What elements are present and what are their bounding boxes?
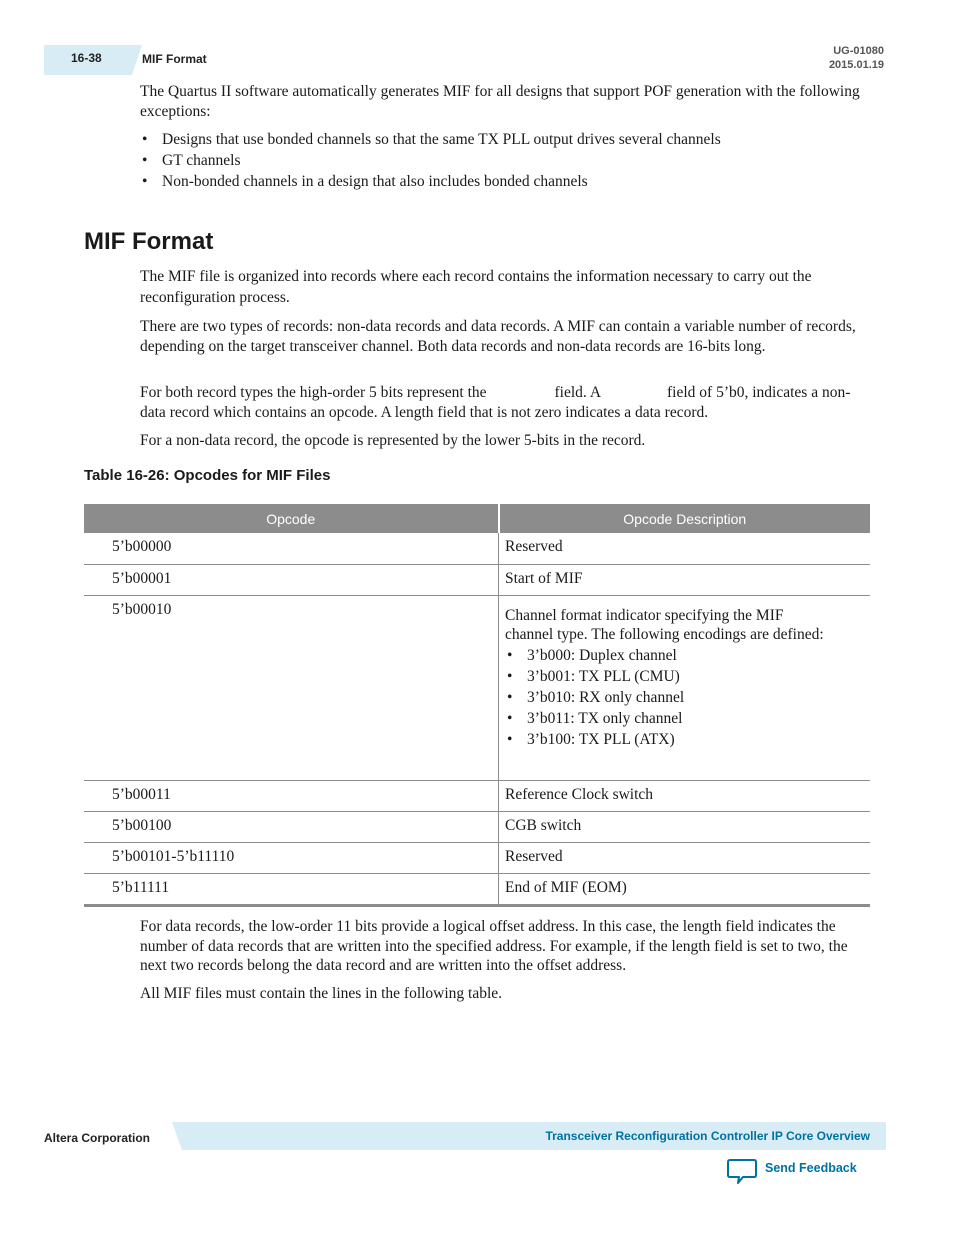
table-row	[84, 533, 870, 564]
para3-part-c: field of 5’b0, indicates a non-data record which contains an opcode. A length field that is not zero indicates a data record.	[140, 384, 851, 421]
description-cell: Start of MIF	[499, 564, 871, 595]
table-row	[84, 811, 870, 842]
table-row	[84, 780, 870, 811]
list-item: • GT channels	[140, 150, 872, 171]
footer-doc-title[interactable]: Transceiver Reconfiguration Controller IP Core Overview	[545, 1129, 870, 1143]
section-paragraph-4: For a non-data record, the opcode is represented by the lower 5-bits in the record.	[140, 432, 646, 449]
list-item: • 3’b001: TX PLL (CMU)	[505, 666, 864, 687]
doc-date: 2015.01.19	[828, 59, 884, 71]
doc-id: UG-01080	[833, 45, 884, 57]
table-row	[84, 564, 870, 595]
opcode-cell: 5’b00100	[84, 811, 499, 842]
opcode-cell: 5’b00010	[84, 595, 499, 780]
opcode-cell: 5’b00000	[84, 533, 499, 564]
intro-paragraph: The Quartus II software automatically generates MIF for all designs that support POF generation with the following exceptions:	[140, 83, 860, 120]
description-cell: Reserved	[499, 533, 871, 564]
description-cell	[499, 595, 871, 780]
column-header-opcode: Opcode	[84, 504, 499, 533]
running-title: MIF Format	[142, 52, 207, 66]
table-header-row	[84, 504, 870, 533]
opcode-cell: 5’b11111	[84, 873, 499, 905]
description-cell: Reference Clock switch	[499, 780, 871, 811]
table-row	[84, 873, 870, 905]
para3-part-b: field. A	[554, 384, 602, 401]
section-paragraph-2: There are two types of records: non-data records and data records. A MIF can contain a variable number of records, depending on the target transceiver channel. Both data records and non-data records are 16-bits long.	[140, 318, 856, 355]
description-cell: Reserved	[499, 842, 871, 873]
footer-company: Altera Corporation	[44, 1131, 151, 1145]
list-item: • 3’b011: TX only channel	[505, 708, 864, 729]
description-cell: End of MIF (EOM)	[499, 873, 871, 905]
description-cell: CGB switch	[499, 811, 871, 842]
para3-part-a: For both record types the high-order 5 bits represent the	[140, 384, 487, 401]
section-heading: MIF Format	[84, 228, 214, 255]
opcode-cell: 5’b00101-5’b11110	[84, 842, 499, 873]
list-item: • 3’b000: Duplex channel	[505, 645, 864, 666]
encodings-list	[505, 645, 864, 750]
exceptions-list	[140, 129, 872, 192]
doc-id-block	[829, 44, 884, 72]
page-number: 16-38	[71, 51, 102, 65]
opcode-cell: 5’b00011	[84, 780, 499, 811]
opcode-cell: 5’b00001	[84, 564, 499, 595]
opcodes-table	[84, 504, 870, 907]
section-paragraph-1: The MIF file is organized into records where each record contains the information necessary to carry out the reconfiguration process.	[140, 268, 812, 306]
table-row	[84, 595, 870, 780]
description-intro: Channel format indicator specifying the MIF channel type. The following encodings are defined:	[505, 606, 824, 643]
table-caption: Table 16-26: Opcodes for MIF Files	[84, 467, 331, 484]
section-paragraph-3	[140, 383, 872, 422]
column-header-description: Opcode Description	[499, 504, 871, 533]
list-item: • Non-bonded channels in a design that also includes bonded channels	[140, 171, 872, 192]
after-paragraph-2: All MIF files must contain the lines in the following table.	[140, 985, 503, 1002]
after-paragraph-1: For data records, the low-order 11 bits provide a logical offset address. In this case, the length field indicates the number of data records that are written into the specified address. For example, if the length field is set to two, the next two records belong the data record and are written into the offset address.	[140, 918, 848, 974]
list-item: • 3’b010: RX only channel	[505, 687, 864, 708]
table-row	[84, 842, 870, 873]
list-item: • 3’b100: TX PLL (ATX)	[505, 729, 864, 750]
send-feedback-label[interactable]: Send Feedback	[765, 1161, 857, 1175]
list-item: • Designs that use bonded channels so that the same TX PLL output drives several channels	[140, 129, 872, 150]
speech-bubble-icon	[727, 1158, 757, 1186]
